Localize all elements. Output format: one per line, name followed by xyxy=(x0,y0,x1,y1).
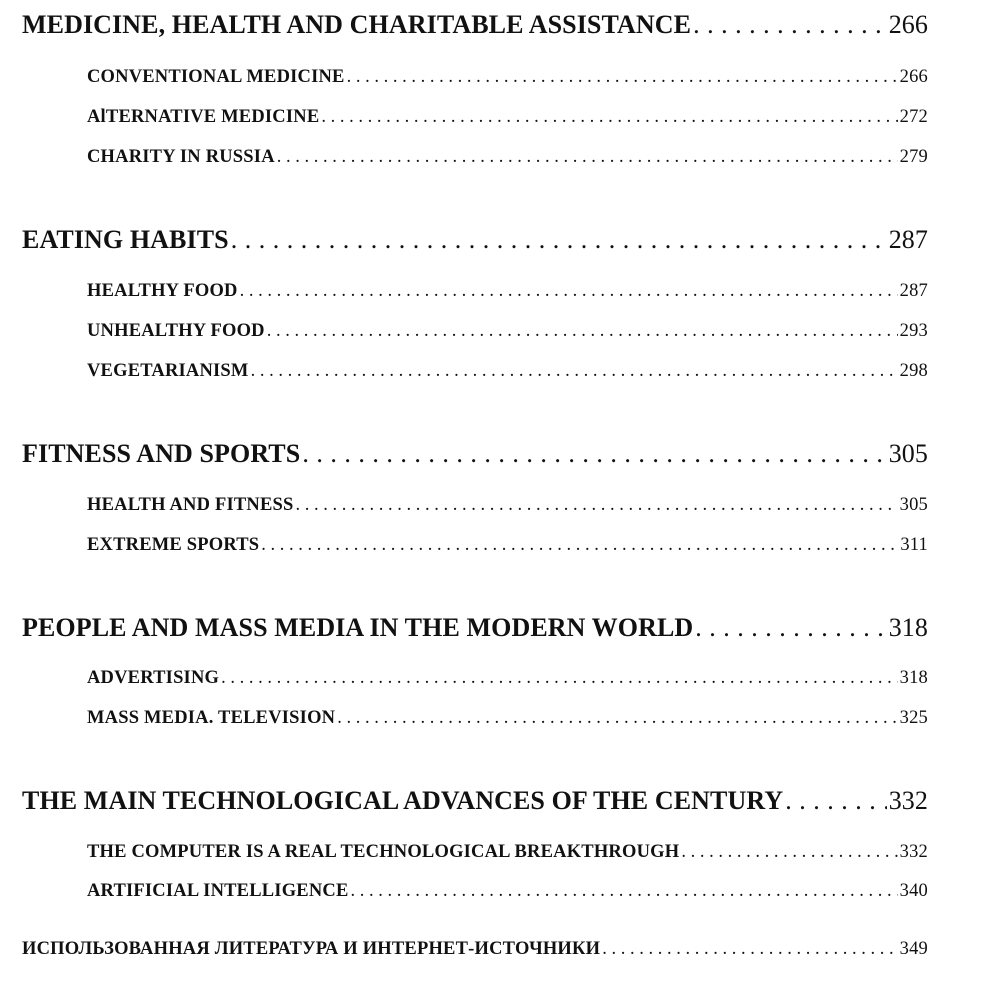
toc-item-mass-media-television[interactable] xyxy=(87,708,928,729)
toc-item-computer-breakthrough[interactable] xyxy=(87,842,928,863)
item-title: ИСПОЛЬЗОВАННАЯ ЛИТЕРАТУРА И ИНТЕРНЕТ-ИСТОЧНИКИ xyxy=(22,939,601,959)
dot-leader xyxy=(296,495,898,516)
page-number: 279 xyxy=(899,147,928,167)
dot-leader xyxy=(240,281,898,302)
item-title: ARTIFICIAL INTELLIGENCE xyxy=(87,881,349,901)
page-number: 272 xyxy=(899,107,928,127)
dot-leader xyxy=(337,708,897,729)
section-title: FITNESS AND SPORTS xyxy=(22,439,301,468)
toc-item-conventional-medicine[interactable] xyxy=(87,67,928,88)
page-number: 318 xyxy=(899,668,928,688)
section-title: EATING HABITS xyxy=(22,225,229,254)
page-number: 266 xyxy=(899,67,928,87)
page-number: 318 xyxy=(888,613,928,642)
dot-leader xyxy=(350,881,897,902)
toc-item-advertising[interactable] xyxy=(87,668,928,689)
page-number: 266 xyxy=(888,10,928,39)
page-number: 325 xyxy=(899,708,928,728)
toc-item-healthy-food[interactable] xyxy=(87,281,928,302)
page-number: 305 xyxy=(888,439,928,468)
toc-section-medicine[interactable] xyxy=(22,10,928,40)
page-number: 340 xyxy=(899,881,928,901)
toc-item-alternative-medicine[interactable] xyxy=(87,107,928,128)
item-title: HEALTHY FOOD xyxy=(87,281,238,301)
page-number: 349 xyxy=(899,939,928,959)
dot-leader xyxy=(695,613,886,643)
dot-leader xyxy=(693,10,887,40)
dot-leader xyxy=(602,939,897,960)
toc-item-vegetarianism[interactable] xyxy=(87,361,928,382)
toc-item-extreme-sports[interactable] xyxy=(87,535,928,556)
page-number: 287 xyxy=(888,225,928,254)
toc-item-references[interactable] xyxy=(22,939,928,960)
page-number: 298 xyxy=(899,361,928,381)
dot-leader xyxy=(267,321,898,342)
toc-section-people-and-mass-media[interactable] xyxy=(22,613,928,643)
page-number: 287 xyxy=(899,281,928,301)
section-title: MEDICINE, HEALTH AND CHARITABLE ASSISTANCE xyxy=(22,10,692,39)
item-title: UNHEALTHY FOOD xyxy=(87,321,265,341)
section-title: PEOPLE AND MASS MEDIA IN THE MODERN WORLD xyxy=(22,613,694,642)
dot-leader xyxy=(681,842,897,863)
dot-leader xyxy=(261,535,898,556)
toc-section-fitness-and-sports[interactable] xyxy=(22,439,928,469)
toc-item-artificial-intelligence[interactable] xyxy=(87,881,928,902)
item-title: AlTERNATIVE MEDICINE xyxy=(87,107,320,127)
item-title: MASS MEDIA. TELEVISION xyxy=(87,708,336,728)
dot-leader xyxy=(221,668,898,689)
page-number: 332 xyxy=(888,786,928,815)
dot-leader xyxy=(321,107,897,128)
dot-leader xyxy=(231,225,887,255)
page-number: 305 xyxy=(899,495,928,515)
dot-leader xyxy=(277,147,898,168)
item-title: ADVERTISING xyxy=(87,668,220,688)
dot-leader xyxy=(347,67,898,88)
toc-item-charity-in-russia[interactable] xyxy=(87,147,928,168)
item-title: CONVENTIONAL MEDICINE xyxy=(87,67,345,87)
dot-leader xyxy=(785,786,886,816)
toc-item-unhealthy-food[interactable] xyxy=(87,321,928,342)
page-number: 311 xyxy=(900,535,928,555)
dot-leader xyxy=(302,439,886,469)
section-title: THE MAIN TECHNOLOGICAL ADVANCES OF THE CENTURY xyxy=(22,786,784,815)
item-title: VEGETARIANISM xyxy=(87,361,249,381)
toc-section-eating-habits[interactable] xyxy=(22,225,928,255)
item-title: EXTREME SPORTS xyxy=(87,535,260,555)
item-title: CHARITY IN RUSSIA xyxy=(87,147,275,167)
item-title: HEALTH AND FITNESS xyxy=(87,495,294,515)
page-number: 293 xyxy=(899,321,928,341)
dot-leader xyxy=(251,361,898,382)
item-title: THE COMPUTER IS A REAL TECHNOLOGICAL BREAKTHROUGH xyxy=(87,842,680,862)
toc-section-technological-advances[interactable] xyxy=(22,786,928,816)
toc-item-health-and-fitness[interactable] xyxy=(87,495,928,516)
page-number: 332 xyxy=(899,842,928,862)
